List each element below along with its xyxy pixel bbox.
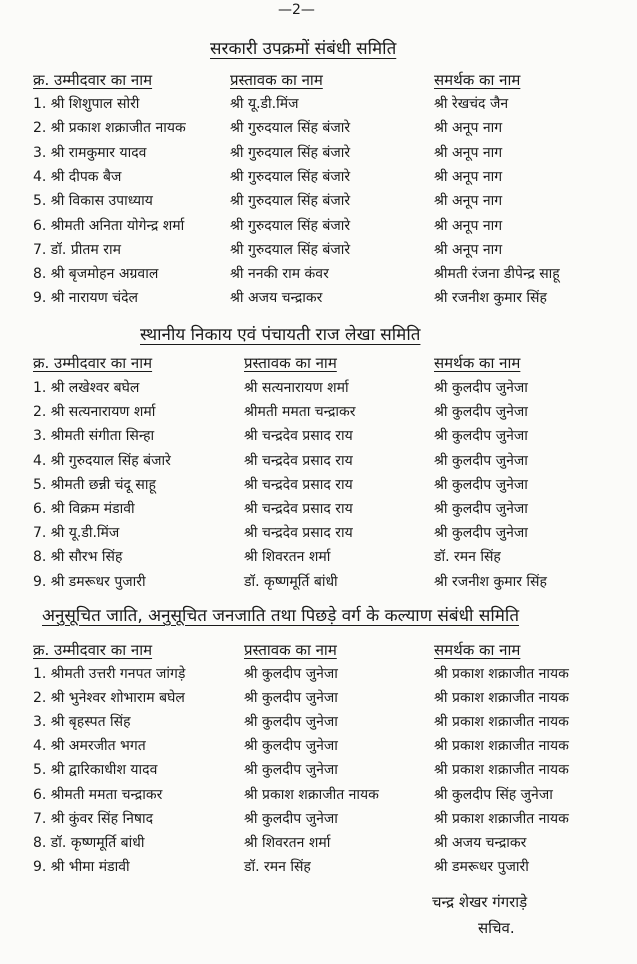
- proposer-name: श्री कुलदीप जुनेजा: [244, 762, 338, 778]
- proposer-name: श्री चन्द्रदेव प्रसाद राय: [244, 428, 353, 444]
- proposer-name: श्री चन्द्रदेव प्रसाद राय: [244, 453, 353, 469]
- supporter-name: श्री कुलदीप जुनेजा: [434, 525, 528, 541]
- column-header-candidate: क्र. उम्मीदवार का नाम: [33, 641, 153, 659]
- proposer-name: श्री गुरुदयाल सिंह बंजारे: [230, 242, 351, 258]
- candidate-name: 6. श्रीमती ममता चन्द्राकर: [33, 787, 163, 803]
- column-header-supporter: समर्थक का नाम: [434, 71, 521, 89]
- column-header-candidate: क्र. उम्मीदवार का नाम: [33, 71, 153, 89]
- candidate-name: 7. डॉ. प्रीतम राम: [33, 242, 121, 258]
- column-header-supporter: समर्थक का नाम: [434, 641, 521, 659]
- candidate-name: 1. श्रीमती उत्तरी गनपत जांगड़े: [33, 666, 186, 682]
- candidate-name: 4. श्री अमरजीत भगत: [33, 738, 146, 754]
- supporter-name: डॉ. रमन सिंह: [434, 549, 501, 565]
- column-header-proposer: प्रस्तावक का नाम: [244, 354, 337, 372]
- supporter-name: श्री रजनीश कुमार सिंह: [434, 290, 547, 306]
- supporter-name: श्री अनूप नाग: [434, 120, 503, 136]
- proposer-name: श्री कुलदीप जुनेजा: [244, 666, 338, 682]
- proposer-name: श्री गुरुदयाल सिंह बंजारे: [230, 218, 351, 234]
- candidate-name: 7. श्री यू.डी.मिंज: [33, 525, 120, 541]
- candidate-name: 5. श्री विकास उपाध्याय: [33, 193, 153, 209]
- candidate-name: 2. श्री सत्यनारायण शर्मा: [33, 404, 156, 420]
- column-header-candidate: क्र. उम्मीदवार का नाम: [33, 354, 153, 372]
- column-header-supporter: समर्थक का नाम: [434, 354, 521, 372]
- section-title: सरकारी उपक्रमों संबंधी समिति: [210, 39, 397, 59]
- candidate-name: 5. श्रीमती छन्नी चंदू साहू: [33, 477, 156, 493]
- supporter-name: श्री कुलदीप सिंह जुनेजा: [434, 787, 553, 803]
- supporter-name: श्री अजय चन्द्राकर: [434, 835, 527, 851]
- supporter-name: श्री अनूप नाग: [434, 169, 503, 185]
- proposer-name: श्री गुरुदयाल सिंह बंजारे: [230, 145, 351, 161]
- column-header-proposer: प्रस्तावक का नाम: [244, 641, 337, 659]
- candidate-name: 4. श्री गुरुदयाल सिंह बंजारे: [33, 453, 171, 469]
- supporter-name: श्री कुलदीप जुनेजा: [434, 453, 528, 469]
- supporter-name: श्री कुलदीप जुनेजा: [434, 380, 528, 396]
- supporter-name: श्री प्रकाश शक्राजीत नायक: [434, 762, 569, 778]
- proposer-name: श्री शिवरतन शर्मा: [244, 549, 331, 565]
- proposer-name: श्री चन्द्रदेव प्रसाद राय: [244, 477, 353, 493]
- supporter-name: श्री रेखचंद जैन: [434, 96, 509, 112]
- proposer-name: श्री गुरुदयाल सिंह बंजारे: [230, 193, 351, 209]
- candidate-name: 9. श्री नारायण चंदेल: [33, 290, 139, 306]
- supporter-name: श्री अनूप नाग: [434, 218, 503, 234]
- candidate-name: 3. श्रीमती संगीता सिन्हा: [33, 428, 155, 444]
- proposer-name: श्री सत्यनारायण शर्मा: [244, 380, 349, 396]
- candidate-name: 2. श्री भुनेश्वर शोभाराम बघेल: [33, 690, 185, 706]
- candidate-name: 8. श्री बृजमोहन अग्रवाल: [33, 266, 159, 282]
- proposer-name: डॉ. रमन सिंह: [244, 859, 311, 875]
- proposer-name: श्री कुलदीप जुनेजा: [244, 811, 338, 827]
- supporter-name: श्री प्रकाश शक्राजीत नायक: [434, 811, 569, 827]
- supporter-name: श्रीमती रंजना डीपेन्द्र साहू: [434, 266, 560, 282]
- supporter-name: श्री प्रकाश शक्राजीत नायक: [434, 714, 569, 730]
- candidate-name: 8. डॉ. कृष्णमूर्ति बांधी: [33, 835, 145, 851]
- candidate-name: 9. श्री भीमा मंडावी: [33, 859, 130, 875]
- signature-name: चन्द्र शेखर गंगराड़े: [432, 893, 528, 911]
- proposer-name: श्री कुलदीप जुनेजा: [244, 714, 338, 730]
- column-header-proposer: प्रस्तावक का नाम: [230, 71, 323, 89]
- candidate-name: 1. श्री शिशुपाल सोरी: [33, 96, 140, 112]
- supporter-name: श्री अनूप नाग: [434, 242, 503, 258]
- proposer-name: डॉ. कृष्णमूर्ति बांधी: [244, 574, 338, 590]
- candidate-name: 7. श्री कुंवर सिंह निषाद: [33, 811, 154, 827]
- proposer-name: श्री चन्द्रदेव प्रसाद राय: [244, 525, 353, 541]
- supporter-name: श्री रजनीश कुमार सिंह: [434, 574, 547, 590]
- page-number: —2—: [278, 2, 315, 18]
- candidate-name: 8. श्री सौरभ सिंह: [33, 549, 123, 565]
- proposer-name: श्री चन्द्रदेव प्रसाद राय: [244, 501, 353, 517]
- proposer-name: श्री कुलदीप जुनेजा: [244, 738, 338, 754]
- candidate-name: 1. श्री लखेश्वर बघेल: [33, 380, 140, 396]
- section-title: अनुसूचित जाति, अनुसूचित जनजाति तथा पिछड़े वर्ग के कल्याण संबंधी समिति: [42, 606, 520, 626]
- supporter-name: श्री कुलदीप जुनेजा: [434, 501, 528, 517]
- supporter-name: श्री प्रकाश शक्राजीत नायक: [434, 666, 569, 682]
- candidate-name: 6. श्री विक्रम मंडावी: [33, 501, 135, 517]
- supporter-name: श्री प्रकाश शक्राजीत नायक: [434, 690, 569, 706]
- candidate-name: 4. श्री दीपक बैज: [33, 169, 122, 185]
- candidate-name: 9. श्री डमरूधर पुजारी: [33, 574, 146, 590]
- proposer-name: श्री गुरुदयाल सिंह बंजारे: [230, 120, 351, 136]
- candidate-name: 6. श्रीमती अनिता योगेन्द्र शर्मा: [33, 218, 185, 234]
- proposer-name: श्री अजय चन्द्राकर: [230, 290, 323, 306]
- proposer-name: श्री ननकी राम कंवर: [230, 266, 329, 282]
- proposer-name: श्री कुलदीप जुनेजा: [244, 690, 338, 706]
- candidate-name: 3. श्री बृहस्पत सिंह: [33, 714, 131, 730]
- supporter-name: श्री कुलदीप जुनेजा: [434, 428, 528, 444]
- proposer-name: श्री यू.डी.मिंज: [230, 96, 299, 112]
- supporter-name: श्री डमरूधर पुजारी: [434, 859, 529, 875]
- section-title: स्थानीय निकाय एवं पंचायती राज लेखा समिति: [140, 325, 421, 345]
- signature-designation: सचिव.: [478, 919, 515, 937]
- supporter-name: श्री कुलदीप जुनेजा: [434, 477, 528, 493]
- proposer-name: श्री प्रकाश शक्राजीत नायक: [244, 787, 379, 803]
- proposer-name: श्री शिवरतन शर्मा: [244, 835, 331, 851]
- supporter-name: श्री अनूप नाग: [434, 193, 503, 209]
- supporter-name: श्री अनूप नाग: [434, 145, 503, 161]
- proposer-name: श्री गुरुदयाल सिंह बंजारे: [230, 169, 351, 185]
- proposer-name: श्रीमती ममता चन्द्राकर: [244, 404, 356, 420]
- candidate-name: 2. श्री प्रकाश शक्राजीत नायक: [33, 120, 186, 136]
- candidate-name: 3. श्री रामकुमार यादव: [33, 145, 147, 161]
- supporter-name: श्री प्रकाश शक्राजीत नायक: [434, 738, 569, 754]
- supporter-name: श्री कुलदीप जुनेजा: [434, 404, 528, 420]
- candidate-name: 5. श्री द्वारिकाधीश यादव: [33, 762, 158, 778]
